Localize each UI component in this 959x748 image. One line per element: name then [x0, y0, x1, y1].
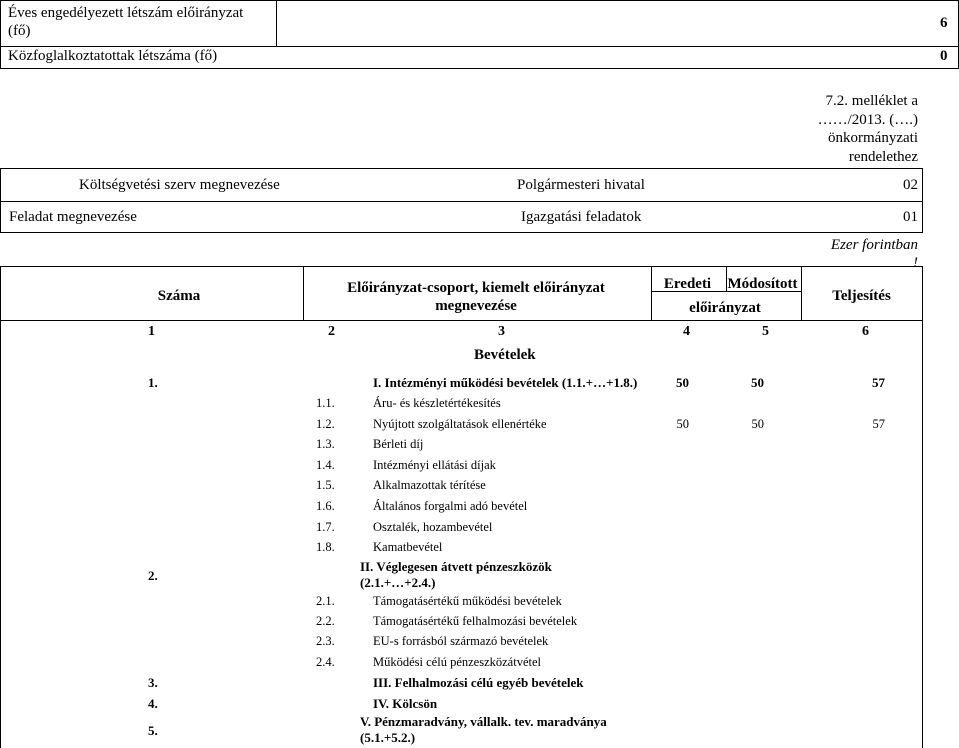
row-number: 3. [148, 675, 158, 690]
row-subnumber: 1.3. [316, 437, 335, 451]
table-row [0, 394, 923, 414]
organization-table-row-divider [1, 201, 922, 202]
table-row [0, 476, 923, 496]
column-number: 5 [762, 324, 769, 339]
headcount-row2-value: 0 [940, 48, 948, 64]
column-number: 3 [498, 324, 505, 339]
row-original-value: 50 [676, 375, 689, 390]
row-subnumber: 2.2. [316, 614, 335, 628]
row-name: III. Felhalmozási célú egyéb bevételek [373, 675, 584, 690]
table-row [0, 560, 923, 590]
row-subnumber: 1.6. [316, 499, 335, 513]
table-row [0, 373, 923, 393]
organization-table [0, 168, 923, 233]
row-subnumber: 1.8. [316, 540, 335, 554]
table-row [0, 456, 923, 476]
row-name: Bérleti díj [373, 437, 424, 451]
headcount-table [0, 0, 959, 69]
row-subnumber: 2.4. [316, 655, 335, 669]
row-modified-value: 50 [751, 375, 764, 390]
headcount-row2-label: Közfoglalkoztatottak létszáma (fő) [8, 48, 218, 64]
table-row [0, 653, 923, 673]
row-performance-value: 57 [872, 417, 885, 431]
row-name: Osztalék, hozambevétel [373, 520, 493, 534]
row-name-line: II. Véglegesen átvett pénzeszközök [360, 559, 552, 574]
header-divider [1, 320, 922, 321]
row-number: 1. [148, 375, 158, 390]
table-row [0, 435, 923, 455]
row-performance-value: 57 [872, 375, 885, 390]
row-subnumber: 1.7. [316, 520, 335, 534]
table-row [0, 538, 923, 558]
row-subnumber: 1.4. [316, 458, 335, 472]
row-name-line: V. Pénzmaradvány, vállalk. tev. maradványa [360, 714, 607, 729]
task-value: Igazgatási feladatok [521, 209, 642, 225]
row-name: Támogatásértékű működési bevételek [373, 594, 562, 608]
row-name: Támogatásértékű felhalmozási bevételek [373, 614, 578, 628]
row-original-value: 50 [676, 417, 689, 431]
column-header-name: Előirányzat-csoport, kiemelt előirányzat megnevezése [347, 280, 605, 314]
row-name-line: (2.1.+…+2.4.) [360, 575, 436, 590]
column-number: 2 [328, 324, 335, 339]
table-row [0, 497, 923, 517]
row-number: 2. [148, 568, 158, 583]
table-row [0, 592, 923, 612]
row-number: 5. [148, 723, 158, 738]
column-number: 4 [683, 324, 690, 339]
section-title: Bevételek [474, 347, 536, 363]
row-name: Áru- és készletértékesítés [373, 396, 501, 410]
headcount-row1-label: Éves engedélyezett létszám előirányzat (fő) [8, 5, 244, 39]
row-name [360, 559, 552, 591]
row-name: I. Intézményi működési bevételek (1.1.+…+1.8.) [373, 375, 638, 390]
column-header-original: Eredeti [663, 276, 712, 292]
column-header-modified: Módosított [727, 276, 798, 292]
task-label: Feladat megnevezése [9, 209, 137, 225]
row-name: Intézményi ellátási díjak [373, 458, 496, 472]
table-row [0, 612, 923, 632]
row-subnumber: 2.1. [316, 594, 335, 608]
row-number: 4. [148, 696, 158, 711]
annex-reference: 7.2. melléklet a ……/2013. (….) önkormányzati rendelethez [817, 93, 918, 165]
row-name-line: (5.1.+5.2.) [360, 730, 416, 745]
row-subnumber: 1.1. [316, 396, 335, 410]
row-name: Általános forgalmi adó bevétel [373, 499, 528, 513]
budget-entity-value: Polgármesteri hivatal [517, 177, 645, 193]
row-name: Nyújtott szolgáltatások ellenértéke [373, 417, 547, 431]
task-code: 01 [903, 209, 918, 225]
row-name: Kamatbevétel [373, 540, 443, 554]
row-name: EU-s forrásból származó bevételek [373, 634, 549, 648]
table-row [0, 632, 923, 652]
table-row [0, 415, 923, 435]
row-name: Alkalmazottak térítése [373, 478, 486, 492]
column-header-number: Száma [157, 288, 201, 304]
budget-entity-code: 02 [903, 177, 918, 193]
row-name: IV. Kölcsön [373, 696, 438, 711]
column-number: 6 [862, 324, 869, 339]
table-row [0, 694, 923, 714]
headcount-row1-value: 6 [940, 15, 948, 31]
row-name [360, 714, 607, 746]
row-subnumber: 1.5. [316, 478, 335, 492]
table-row [0, 715, 923, 745]
column-number: 1 [148, 324, 155, 339]
headcount-table-divider [276, 1, 277, 46]
row-modified-value: 50 [751, 417, 764, 431]
table-row [0, 673, 923, 693]
row-name: Működési célú pénzeszközátvétel [373, 655, 541, 669]
row-subnumber: 2.3. [316, 634, 335, 648]
table-row [0, 518, 923, 538]
unit-note: Ezer forintban ! [830, 237, 918, 271]
column-header-performance: Teljesítés [832, 288, 891, 304]
budget-entity-label: Költségvetési szerv megnevezése [79, 177, 280, 193]
headcount-table-row-divider [1, 46, 958, 47]
row-subnumber: 1.2. [316, 417, 335, 431]
column-header-appropriation: előirányzat [689, 300, 761, 316]
